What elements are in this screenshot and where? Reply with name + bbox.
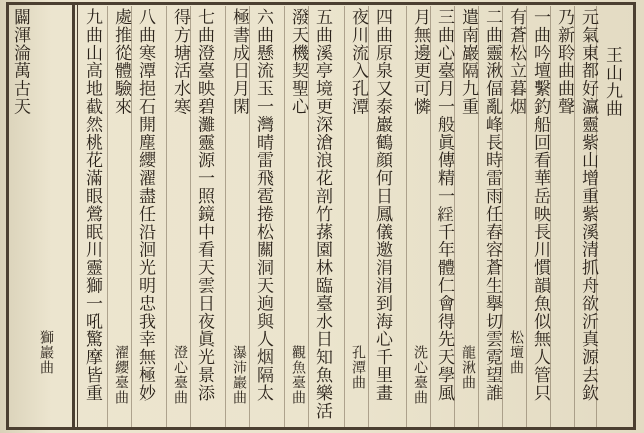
section-label: 濯纓臺曲 <box>113 345 129 405</box>
page-border-left <box>6 2 9 430</box>
text-column: 處推從體驗來 <box>111 8 131 116</box>
text-column: 乃新聆曲曲聲 <box>554 8 574 116</box>
column-divider <box>166 6 167 427</box>
column-divider <box>131 6 132 427</box>
column-divider <box>574 6 575 427</box>
section-label: 獅巖曲 <box>38 330 54 375</box>
column-divider <box>344 6 345 427</box>
column-divider <box>550 6 551 427</box>
poem-title: 王山九曲 <box>602 46 622 118</box>
column-divider <box>284 6 285 427</box>
section-label: 松壇曲 <box>508 330 524 375</box>
section-label: 澄心臺曲 <box>172 345 188 405</box>
text-column: 八曲寒潭挹石開塵纓濯盡任沿洄光明忠我幸無極妙 <box>135 8 155 402</box>
text-column: 極書成日月閑 <box>229 8 249 116</box>
column-divider <box>502 6 503 427</box>
text-column: 九曲山高地截然桃花滿眼鶯眠川靈獅一吼驚摩皆重 <box>82 8 102 402</box>
text-column: 闢渾淪萬古天 <box>10 8 30 116</box>
column-divider <box>406 6 407 427</box>
page-border-top <box>6 2 636 5</box>
column-divider <box>454 6 455 427</box>
section-label: 孔潭曲 <box>350 345 366 390</box>
page-border-bottom <box>6 427 636 430</box>
column-divider <box>107 6 108 427</box>
text-column: 得方塘活水寒 <box>170 8 190 116</box>
text-column: 二曲靈湫偪亂峰長時雷雨任舂容蒼生擧切雲霓望誰 <box>482 8 502 402</box>
page-border-right <box>633 2 636 430</box>
section-label: 瀑沛巖曲 <box>231 345 247 405</box>
text-column: 一曲吟壇繫釣船回看華岳映長川慣韻魚似無人管只 <box>530 8 550 402</box>
text-column: 四曲原泉又泰巖鶴顔何日鳳儀邀涓涓到海心千里畫 <box>372 8 392 402</box>
column-divider <box>478 6 479 427</box>
column-divider <box>430 6 431 427</box>
text-column: 遣南巖隔九重 <box>458 8 478 116</box>
text-column: 夜川流入孔潭 <box>348 8 368 116</box>
column-divider <box>368 6 369 427</box>
section-label: 龍湫曲 <box>460 345 476 390</box>
column-divider <box>249 6 250 427</box>
text-column: 六曲懸流玉一灣晴雷飛雹捲松關洞天逈與人烟隔太 <box>253 8 273 402</box>
column-divider <box>225 6 226 427</box>
page-gutter-rule <box>72 2 75 430</box>
column-divider <box>308 6 309 427</box>
page-gutter-rule-thin <box>77 2 78 430</box>
section-label: 觀魚臺曲 <box>290 345 306 405</box>
column-divider <box>190 6 191 427</box>
text-column: 七曲澄臺映碧灘靈源一照鏡中看天雲日夜眞光景添 <box>194 8 214 402</box>
text-column: 潑天機契聖心 <box>288 8 308 116</box>
text-column: 三曲心臺月一般眞傳精一𦁍千年體仁會得先天學風 <box>434 8 454 402</box>
column-divider <box>526 6 527 427</box>
text-column: 有蒼松立暮烟 <box>506 8 526 116</box>
text-column: 月無邊更可憐 <box>410 8 430 116</box>
text-column: 五曲溪亭境更深滄浪花剖竹蓀園林臨臺水日知魚樂活 <box>312 8 332 420</box>
text-column: 元氣東都好瀛靈紫山增重紫溪清抓舟欲沂真源去欽 <box>578 8 598 402</box>
section-label: 洗心臺曲 <box>412 345 428 405</box>
